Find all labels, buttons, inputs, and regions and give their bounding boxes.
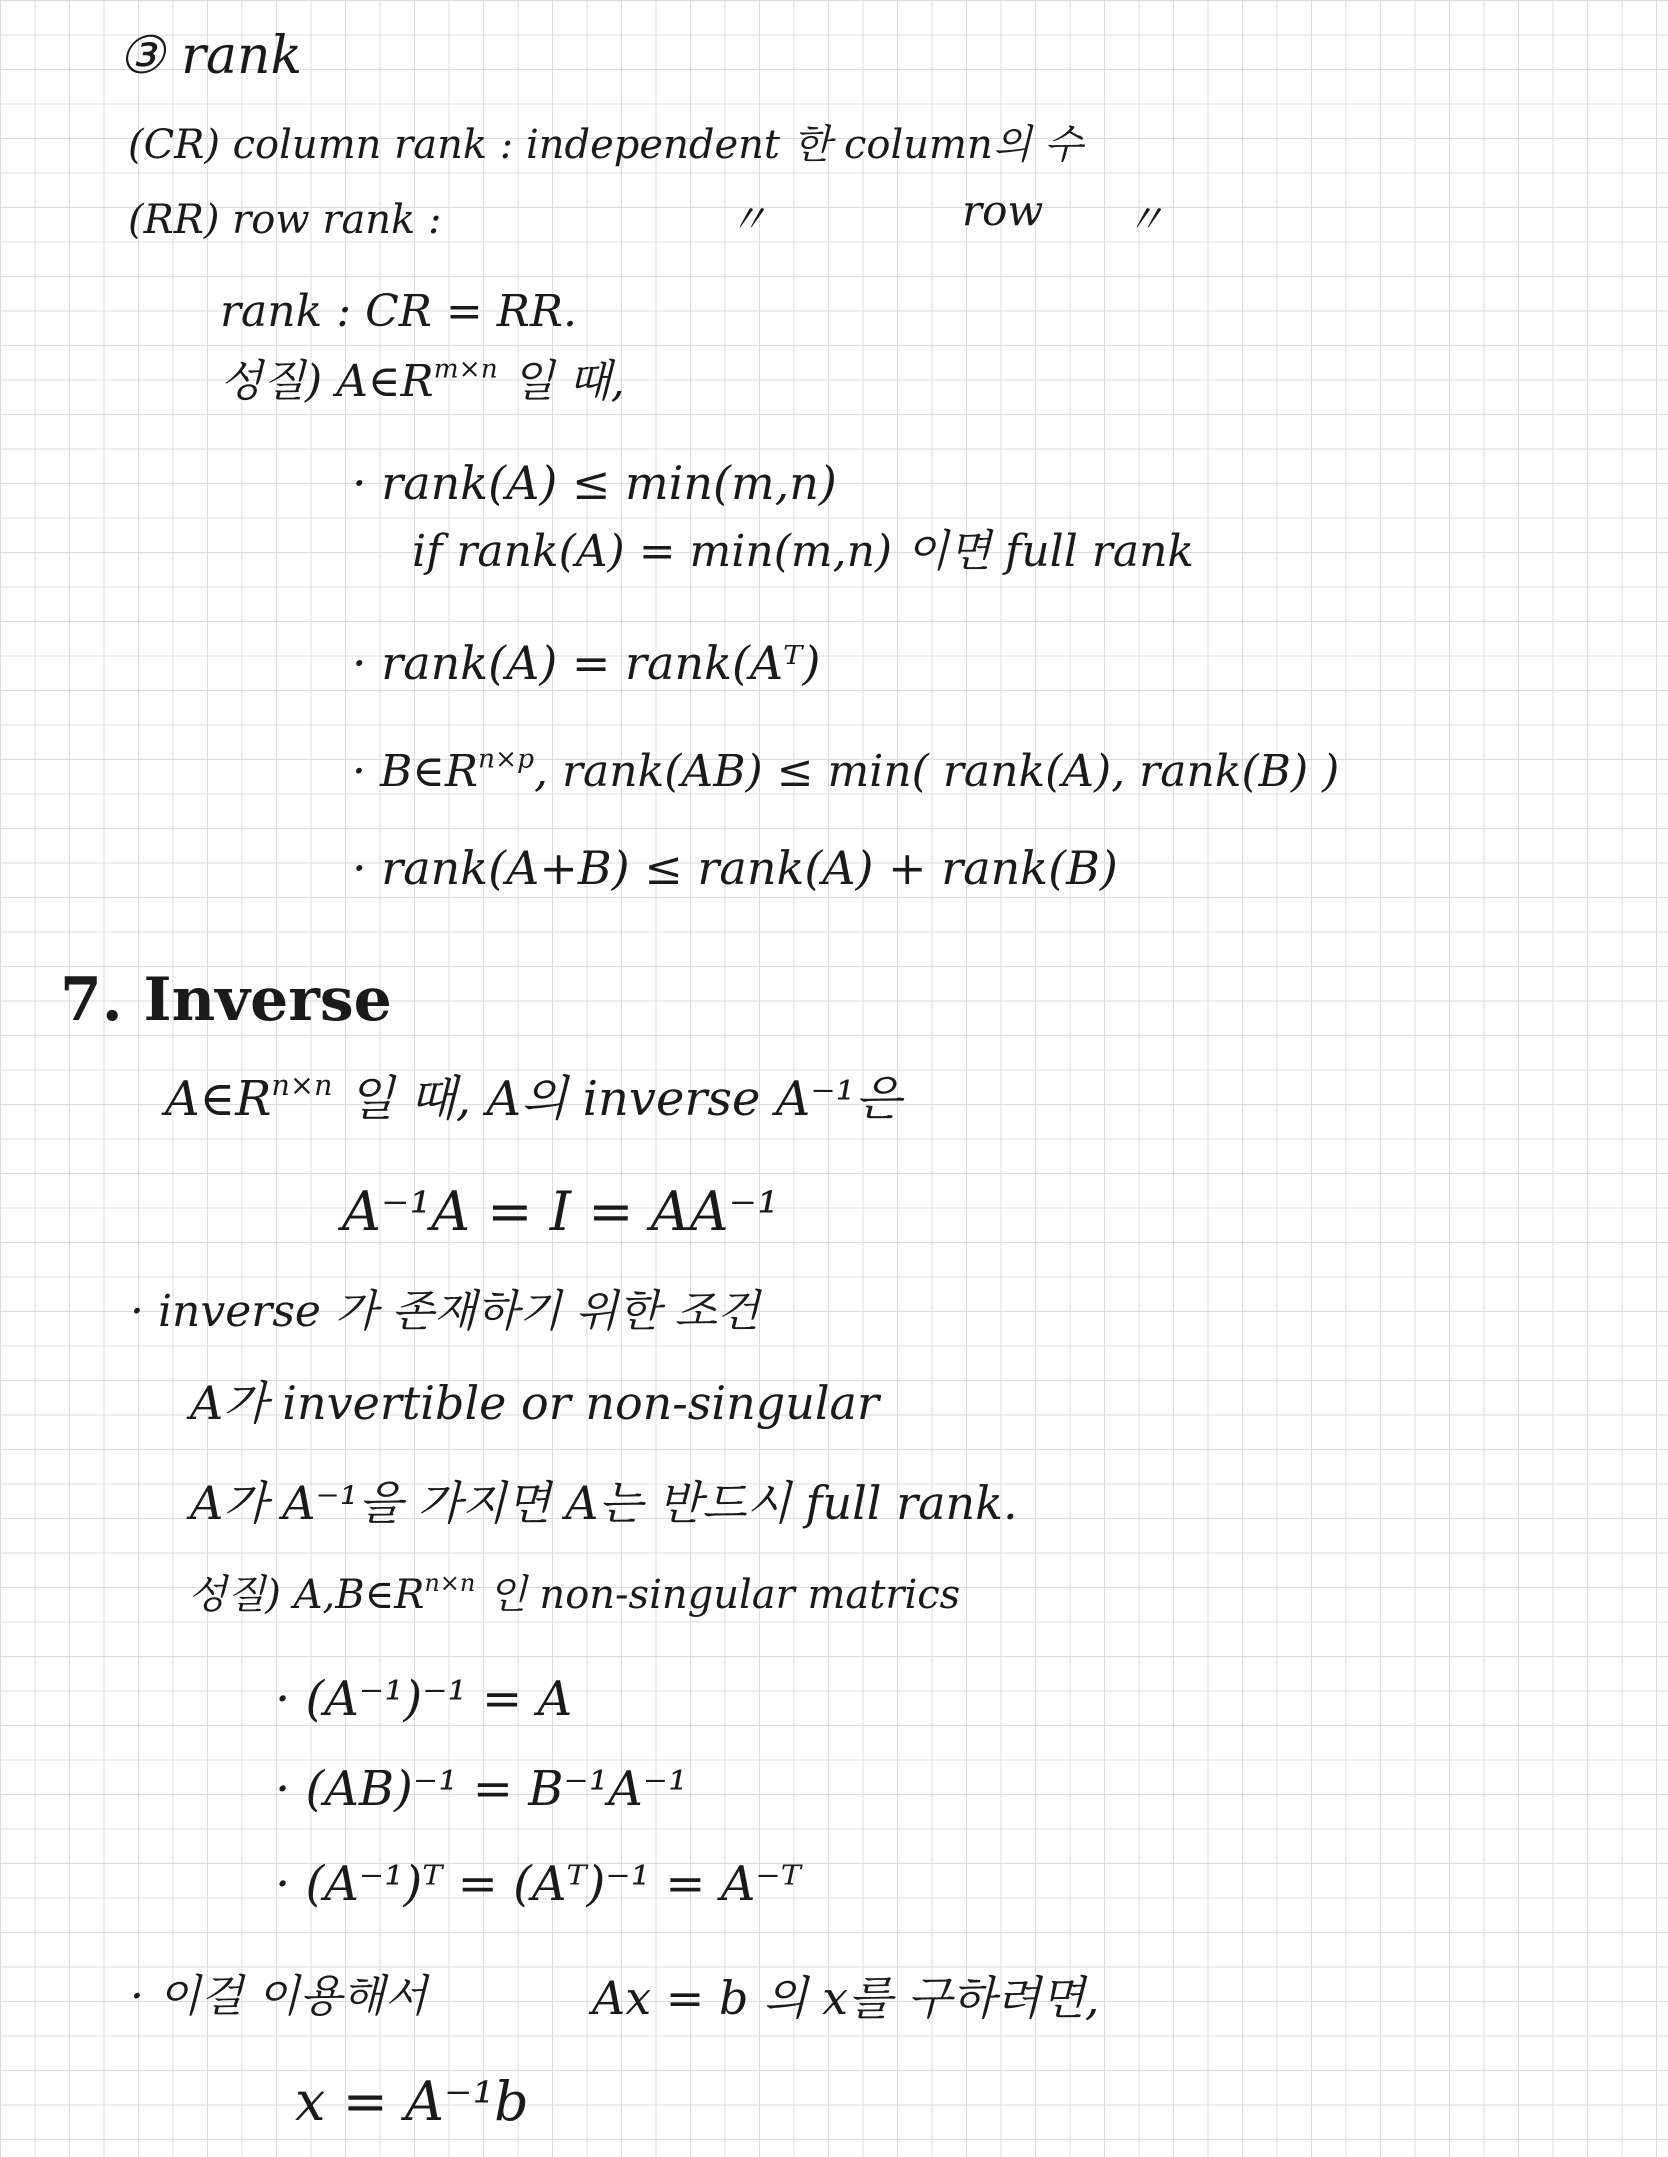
inverse-properties-intro-text: 인 non-singular matrics [475,1572,961,1618]
inverse-section-heading: 7. Inverse [60,965,392,1035]
inverse-solution: x = A⁻¹b [295,2070,529,2133]
row-rank-ditto-mark-2: 〃 [1125,197,1165,243]
inverse-condition-title: · inverse 가 존재하기 위한 조건 [130,1286,760,1337]
inverse-identity-equation: A⁻¹A = I = AA⁻¹ [342,1180,779,1243]
rank-property-product [352,743,1340,797]
inverse-properties-intro-dim: n×n [424,1569,476,1598]
rank-property-sum: · rank(A+B) ≤ rank(A) + rank(B) [352,841,1118,895]
rank-property-transpose: · rank(A) = rank(Aᵀ) [352,636,821,690]
row-rank-ditto-mark: 〃 [728,197,768,243]
rank-equality: rank : CR = RR. [220,286,577,337]
inverse-condition-full-rank: A가 A⁻¹을 가지면 A는 반드시 full rank. [190,1476,1018,1530]
inverse-usage-intro: · 이걸 이용해서 [130,1971,427,2022]
inverse-definition [165,1067,902,1127]
rank-properties-intro-text: 성질) A∈R [220,356,434,407]
rank-section-heading: ③ rank [118,26,303,86]
row-rank-definition-label: (RR) row rank : [128,197,442,243]
rank-property-product-lead: · B∈R [352,746,479,797]
inverse-properties-intro-lead: 성질) A,B∈R [188,1572,425,1618]
inverse-usage-equation: Ax = b 의 x를 구하려면, [592,1971,1100,2025]
inverse-definition-text: 일 때, A의 inverse A⁻¹은 [332,1071,902,1127]
rank-property-product-text: , rank(AB) ≤ min( rank(A), rank(B) ) [534,746,1340,797]
rank-properties-intro [220,353,625,407]
inverse-property-transpose: · (A⁻¹)ᵀ = (Aᵀ)⁻¹ = A⁻ᵀ [275,1856,801,1912]
rank-properties-intro-dim: m×n [433,353,498,385]
rank-properties-intro-suffix: 일 때, [497,356,625,407]
inverse-property-double-inverse: · (A⁻¹)⁻¹ = A [275,1671,573,1727]
inverse-definition-dim: n×n [271,1067,333,1102]
rank-property-full-rank: if rank(A) = min(m,n) 이면 full rank [412,526,1195,577]
column-rank-definition: (CR) column rank : independent 한 column의 수 [128,122,1083,168]
rank-property-product-dim: n×p [478,743,535,775]
inverse-condition-invertible: A가 invertible or non-singular [190,1376,879,1430]
row-rank-row-word: row [962,186,1044,235]
inverse-property-product: · (AB)⁻¹ = B⁻¹A⁻¹ [275,1761,688,1817]
rank-property-min: · rank(A) ≤ min(m,n) [352,456,837,510]
inverse-properties-intro [188,1569,961,1618]
inverse-definition-lead: A∈R [165,1071,272,1127]
